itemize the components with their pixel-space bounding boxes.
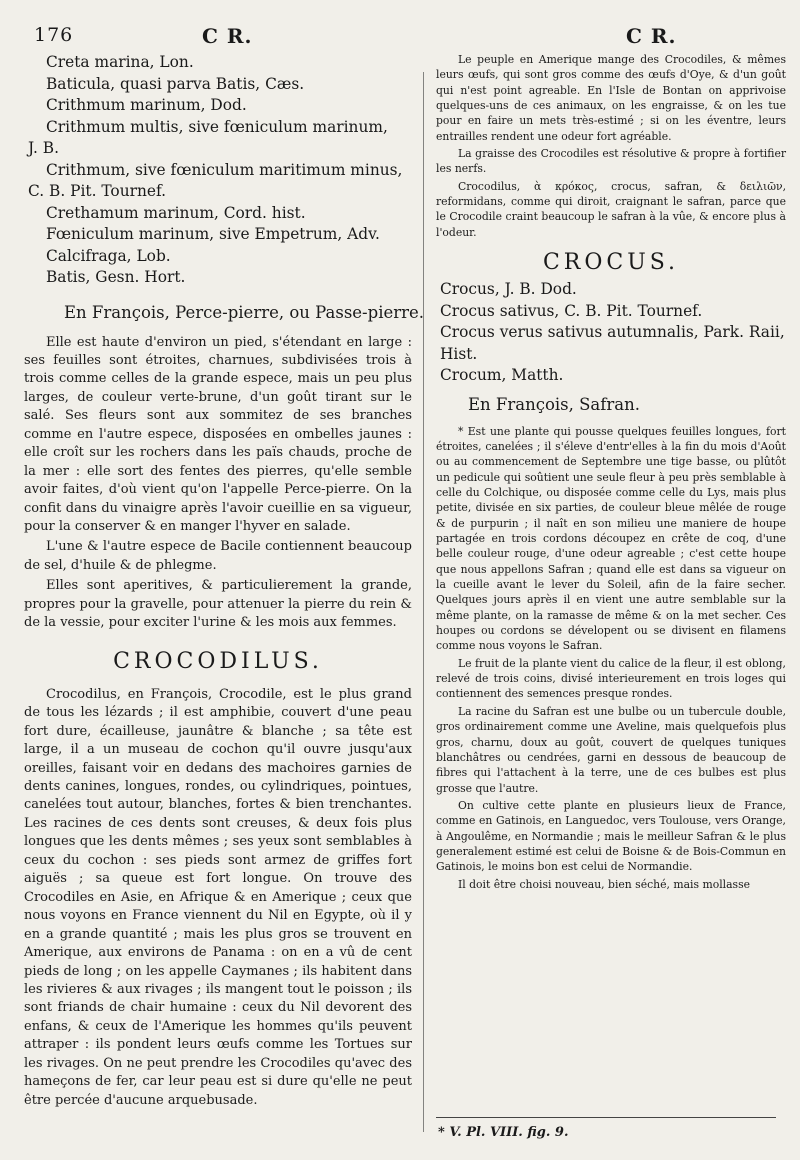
entry-paragraph-crocus: * Est une plante qui pousse quelques feuilles longues, fort étroites, canelées ; il s'éleve d'entr'elles à la fin du mois d'Août ou au commencement de Septembre une tige basse, ou plûtôt un pedicule qui soûtient une seule fleur à peu près semblable à celle du Colchique, ou disposée comme celle du Lys, mais plus petite, divisée en six parties, de couleur bleue mêlée de rouge & de purpurin ; il naît en son milieu une maniere de houpe partagée en trois cordons découpez en crête de coq, d'une belle couleur rouge, d'une odeur agreable ; c'est cette houpe que nous appellons Safran ; quand elle est dans sa vigueur on la cueille avant le lever du Soleil, afin de la faire secher. Quelques jours après il en vient une autre semblable sur la même plante, on la ramasse de même & on la met secher. Ces houpes ou cordons se dévelopent ou se divisent en filamens comme nous voyons le Safran. [436,424,786,653]
body-paragraph: Crocodilus, ὰ κρόκος, crocus, safran, & δειλιῶν, reformidans, comme qui diroit, craignant le safran, parce que le Crocodile craint beaucoup le safran à la vûe, & encore plus à l'odeur. [436,179,786,239]
entry-title-crocus: CROCUS. [542,250,680,276]
synonym-line: Creta marina, Lon. [46,53,194,71]
right-column [436,20,786,1140]
synonym-line: Baticula, quasi parva Batis, Cæs. [46,74,305,93]
entry-title-crocodilus: CROCODILUS. [113,648,323,674]
entry-paragraph-crocus: Il doit être choisi nouveau, bien séché, mais mollasse [458,877,751,891]
synonym-line: Crethamum marinum, Cord. hist. [46,203,306,222]
body-paragraph: Elle est haute d'environ un pied, s'étendant en large : ses feuilles sont étroites, charnues, subdivisées trois à trois comme celles de la grande espece, mais un peu plus larges, de couleur verte-brune, d'un goût tirant sur le salé. Ses fleurs sont aux sommitez de ses branches comme en l'autre espece, disposées en ombelles jaunes : elle croît sur les rochers dans les païs chauds, proche de la mer : elle sort des fentes des pierres, qu'elle semble avoir faites, d'où vient qu'on l'appelle Perce-pierre. On la confit dans du vinaigre après l'avoir cueillie en sa vigueur, pour la conserver & en manger l'hyver en salade. [24,334,412,535]
entry-paragraph-crocus: Le fruit de la plante vient du calice de la fleur, il est oblong, relevé de trois coins, divisé interieurement en trois loges qui contiennent des semences presque rondes. [436,656,786,701]
entry-paragraph-crocus: On cultive cette plante en plusieurs lieux de France, comme en Gatinois, en Languedoc, vers Toulouse, vers Orange, à Angoulême, en Normandie ; mais le meilleur Safran & le plus generalement estimé est celui de Boisne & de Bois-Commun en Gatinois, le moins bon est celui de Normandie. [436,798,786,874]
synonym-list-right [436,279,786,387]
synonym-line: Crocus sativus, C. B. Pit. Tournef. [440,301,703,320]
synonym-line: Crocus, J. B. Dod. [440,280,577,299]
synonym-line: Crithmum, sive fœniculum maritimum minus, [46,160,403,179]
synonym-line: Crocus verus sativus autumnalis, Park. Raii, [440,323,785,342]
body-paragraph: L'une & l'autre espece de Bacile contiennent beaucoup de sel, d'huile & de phlegme. [24,539,412,573]
page-number: 176 [34,24,74,46]
synonym-list-left [24,52,412,289]
left-column [24,20,425,1112]
synonym-line: Fœniculum marinum, sive Empetrum, Adv. [46,225,380,243]
synonym-line: Batis, Gesn. Hort. [46,268,186,286]
running-head-right [436,20,786,52]
french-name-left: En François, Perce-pierre, ou Passe-pierre. [64,302,425,322]
synonym-line: Crithmum multis, sive fœniculum marinum, [46,117,388,136]
synonym-line: Crithmum marinum, Dod. [46,96,247,114]
running-head-right-text: C R. [626,24,677,48]
synonym-line: Calcifraga, Lob. [46,246,171,265]
column-divider [423,72,424,1132]
running-head-left [24,20,412,52]
body-paragraph: Elles sont aperitives, & particulierement la grande, propres pour la gravelle, pour attenuer la pierre du rein & de la vessie, pour exciter l'urine & les mois aux femmes. [24,578,412,631]
entry-paragraph-crocodilus: Crocodilus, en François, Crocodile, est le plus grand de tous les lézards ; il est amphibie, couvert d'une peau fort dure, écailleuse, jaunâtre & blanche ; sa tête est large, il a un museau de cochon qu'il ouvre jusqu'aux oreilles, faisant voir en dedans des machoires garnies de dents canines, longues, rondes, ou cylindriques, pointues, canelées tout autour, blanches, fortes & bien trenchantes. Les racines de ces dents sont creuses, & deux fois plus longues que les dents mêmes ; ses yeux sont semblables à ceux du cochon : ses pieds sont armez de griffes fort aiguës ; sa queue est fort longue. On trouve des Crocodiles en Asie, en Afrique & en Amerique ; ceux que nous voyons en France viennent du Nil en Egypte, où il y en a grande quantité ; mais les plus gros se trouvent en Amerique, aux environs de Panama : on en a vû de cent pieds de long ; on les appelle Caymanes ; ils habitent dans les rivieres & aux rivages ; ils mangent tout le poisson ; ils sont friands de chair humaine : ceux du Nil devorent des enfans, & ceux de l'Amerique les hommes qu'ils peuvent attraper : ils pondent leurs œufs comme les Tortues sur les rivages. On ne peut prendre les Crocodiles qu'avec des hameçons de fer, car leur peau est si dure qu'elle ne peut être percée d'aucune arquebusade. [24,686,412,1108]
body-paragraph: Le peuple en Amerique mange des Crocodiles, & mêmes leurs œufs, qui sont gros comme des œufs d'Oye, & d'un goût qui n'est point agreable. En l'Isle de Bontan on apprivoise quelques-uns de ces animaux, on les engraisse, & on les tue pour en faire un mets très-estimé ; si on les éventre, leurs entrailles rendent une odeur fort agréable. [436,53,786,143]
body-paragraph: La graisse des Crocodiles est résolutive & propre à fortifier les nerfs. [436,147,786,176]
synonym-line: Hist. [440,344,478,363]
entry-paragraph-crocus: La racine du Safran est une bulbe ou un tubercule double, gros ordinairement comme une Aveline, mais quelquefois plus gros, charnu, doux au goût, couvert de quelques tuniques blanchâtres ou cendrées, garni en dessous de beaucoup de fibres qui l'attachent à la terre, une de ces bulbes est plus grosse que l'autre. [436,704,786,795]
synonym-line: C. B. Pit. Tournef. [28,182,167,200]
french-name-right: En François, Safran. [468,394,640,414]
running-head-left-text: C R. [202,24,253,48]
synonym-line: J. B. [28,139,59,157]
footnote: * V. Pl. VIII. fig. 9. [438,1125,569,1140]
footnote-rule [436,1117,776,1118]
synonym-line: Crocum, Matth. [440,366,564,385]
